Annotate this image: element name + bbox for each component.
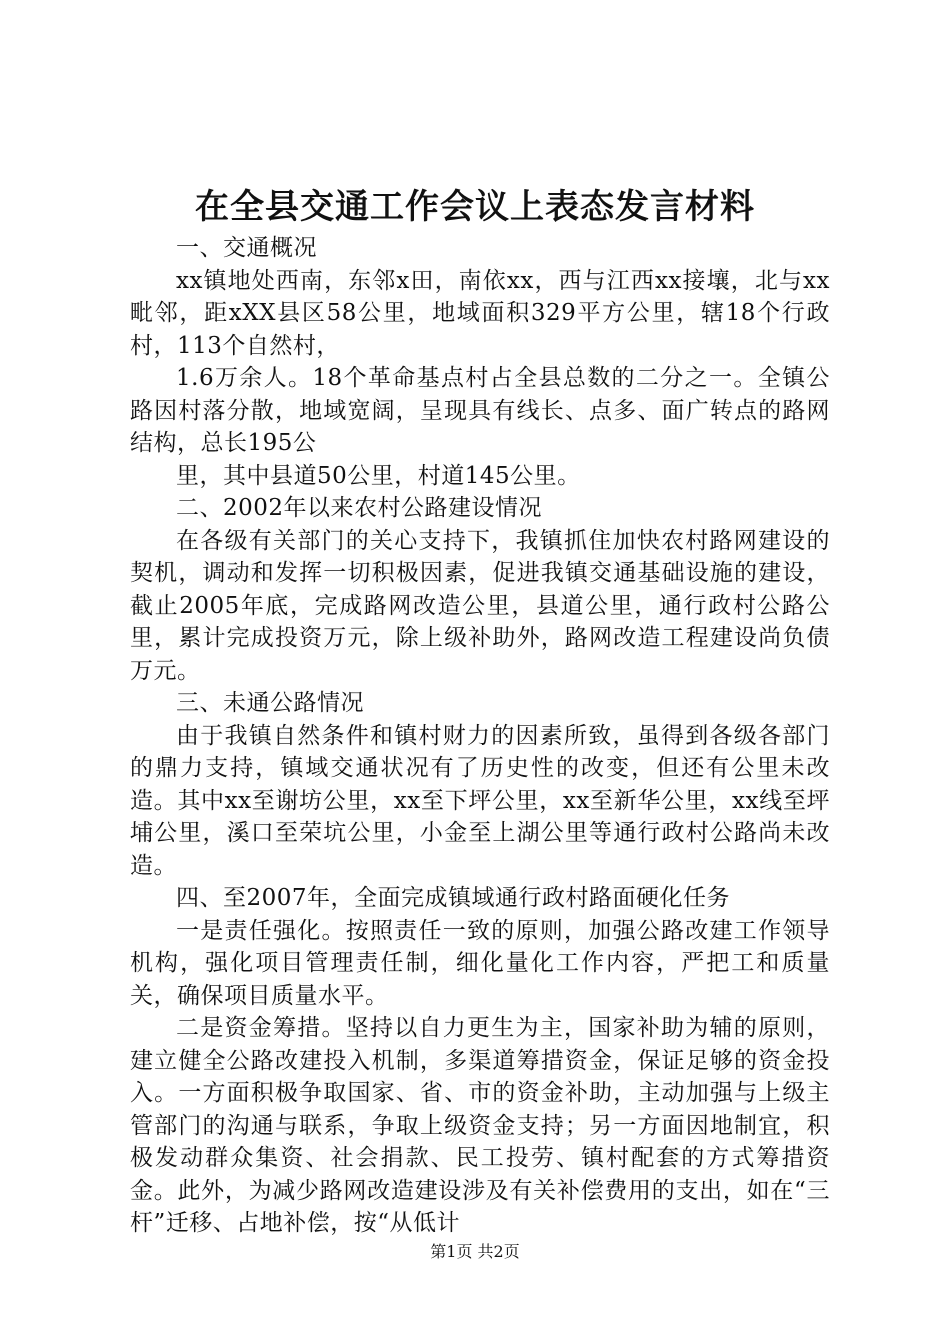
document-title: 在全县交通工作会议上表态发言材料 (195, 187, 755, 227)
section-heading-goals-2007: 四、至2007年，全面完成镇域通行政村路面硬化任务 (176, 885, 731, 911)
paragraph: 由于我镇自然条件和镇村财力的因素所致，虽得到各级各部门的鼎力支持，镇域交通状况有了历史性的改变，但还有公里未改造。其中xx至谢坊公里，xx至下坪公里，xx至新华公里，xx线至坪埔公里，溪口至荣坑公里，小金至上湖公里等通行政村公路尚未改造。 (130, 722, 830, 879)
section-heading-unpaved-roads: 三、未通公路情况 (176, 690, 364, 716)
page-number: 第1页 共2页 (430, 1242, 520, 1261)
paragraph: 里，其中县道50公里，村道145公里。 (176, 462, 581, 489)
document-body (130, 232, 830, 1240)
paragraph: 1.6万余人。18个革命基点村占全县总数的二分之一。全镇公路因村落分散，地域宽阔，呈现具有线长、点多、面广转点的路网结构，总长195公 (130, 365, 830, 456)
paragraph: 二是资金筹措。坚持以自力更生为主，国家补助为辅的原则，建立健全公路改建投入机制，多渠道筹措资金，保证足够的资金投入。一方面积极争取国家、省、市的资金补助，主动加强与上级主管部门的沟通与联系，争取上级资金支持；另一方面因地制宜，积极发动群众集资、社会捐款、民工投劳、镇村配套的方式筹措资金。此外，为减少路网改造建设涉及有关补偿费用的支出，如在“三杆”迁移、占地补偿，按“从低计 (130, 1015, 830, 1236)
paragraph: 在各级有关部门的关心支持下，我镇抓住加快农村路网建设的契机，调动和发挥一切积极因素，促进我镇交通基础设施的建设，截止2005年底，完成路网改造公里，县道公里，通行政村公路公里，累计完成投资万元，除上级补助外，路网改造工程建设尚负债万元。 (130, 527, 830, 684)
paragraph: 一是责任强化。按照责任一致的原则，加强公路改建工作领导机构，强化项目管理责任制，细化量化工作内容，严把工和质量关，确保项目质量水平。 (130, 917, 830, 1009)
section-heading-construction: 二、2002年以来农村公路建设情况 (176, 495, 543, 521)
paragraph: xx镇地处西南，东邻x田，南依xx，西与江西xx接壤，北与xx毗邻，距xXX县区58公里，地域面积329平方公里，辖18个行政村，113个自然村， (130, 267, 830, 359)
section-heading-overview: 一、交通概况 (176, 235, 317, 261)
